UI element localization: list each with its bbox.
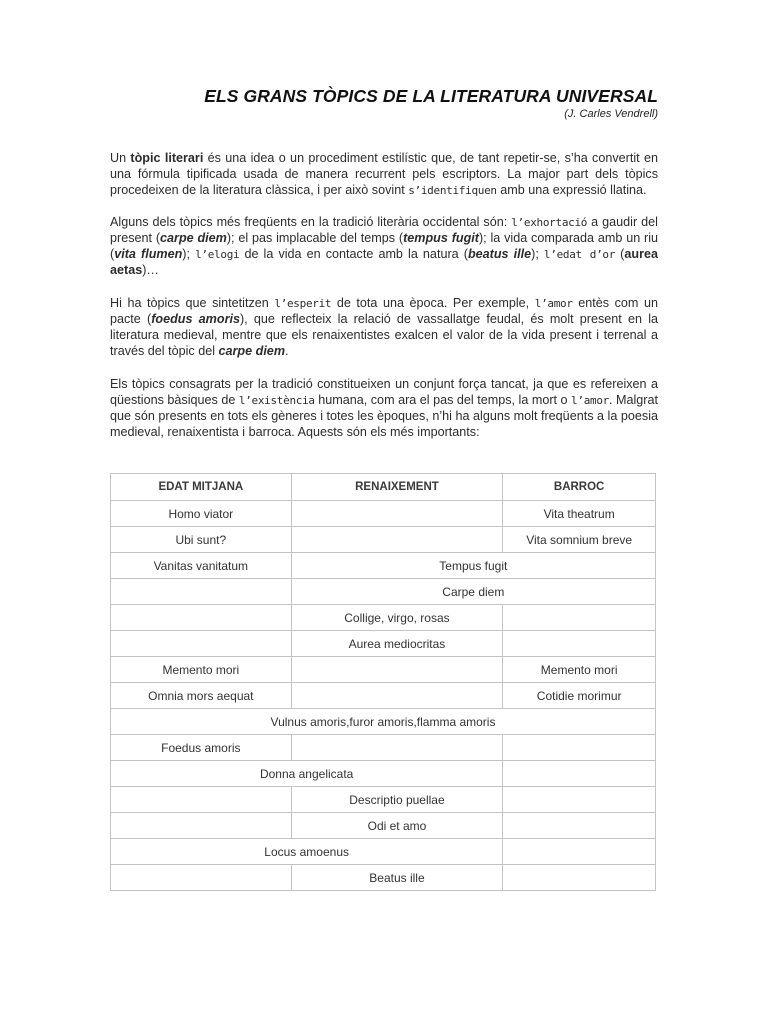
paragraph-frequent-topics xyxy=(110,215,658,279)
text-segment: amb una expressió llatina. xyxy=(496,182,647,197)
bold-term: tòpic literari xyxy=(130,151,204,165)
table-cell xyxy=(503,735,656,761)
table-cell: Descriptio puellae xyxy=(291,787,503,813)
table-cell xyxy=(503,813,656,839)
table-cell: Ubi sunt? xyxy=(111,527,292,553)
latin-term: carpe diem xyxy=(160,230,227,245)
table-cell xyxy=(503,631,656,657)
mono-word: l’existència xyxy=(238,393,315,407)
table-cell xyxy=(291,657,503,683)
table-cell: Memento mori xyxy=(111,657,292,683)
mono-word: l’esperit xyxy=(274,297,332,310)
text-segment: humana, com ara el pas del temps, la mort o xyxy=(314,392,572,407)
table-cell xyxy=(111,787,292,813)
text-segment: ); xyxy=(182,246,196,261)
latin-term: carpe diem xyxy=(218,343,286,358)
mono-word: l’edat d’or xyxy=(543,247,616,261)
table-cell: Beatus ille xyxy=(291,865,503,891)
table-row xyxy=(111,501,656,527)
table-cell: Carpe diem xyxy=(291,579,655,605)
mono-word: s’identifiquen xyxy=(408,183,497,197)
table-cell: Collige, virgo, rosas xyxy=(291,605,503,631)
text-segment: ); la vida comparada amb un riu ( xyxy=(110,230,659,261)
table-header-row xyxy=(111,474,656,501)
text-segment: entès com un pacte ( xyxy=(110,296,658,326)
text-segment: ); el pas implacable del temps ( xyxy=(226,230,404,245)
text-segment: . xyxy=(285,343,289,358)
mono-word: l’exhortació xyxy=(511,216,588,229)
text-segment: Hi ha tòpics que sintetitzen xyxy=(110,296,275,310)
text-segment: ), que reflecteix la relació de vassallatge feudal, és molt present en la literatura medieval, mentre que els renaixentistes exalcen el valor de la vida present i terrenal a través del tòpic del xyxy=(110,311,658,358)
table-cell: Tempus fugit xyxy=(291,553,655,579)
table-cell: Vita theatrum xyxy=(503,501,656,527)
table-cell: Locus amoenus xyxy=(111,839,503,865)
topics-table xyxy=(110,473,656,891)
mono-word: l’amor xyxy=(571,393,609,407)
paragraph-era-topics xyxy=(110,296,658,360)
table-cell xyxy=(291,683,503,709)
table-row xyxy=(111,761,656,787)
text-segment: és una idea o un procediment estilístic que, de tant repetir-se, s’ha convertit en una fórmula tipificada usada de manera recurrent pels escriptors. La major part dels tòpics procedeixen de la literatura clàssica, i per això sovint xyxy=(110,151,658,197)
table-cell xyxy=(503,839,656,865)
table-row xyxy=(111,787,656,813)
column-header-renaixement: RENAIXEMENT xyxy=(291,474,503,501)
text-segment: ( xyxy=(615,246,625,261)
document-title: ELS GRANS TÒPICS DE LA LITERATURA UNIVERSAL xyxy=(204,86,658,106)
document-author: (J. Carles Vendrell) xyxy=(564,108,658,120)
table-row xyxy=(111,605,656,631)
table-cell xyxy=(111,865,292,891)
paragraph-definition xyxy=(110,151,658,199)
table-cell: Omnia mors aequat xyxy=(111,683,292,709)
table-cell: Vanitas vanitatum xyxy=(111,553,292,579)
table-cell xyxy=(503,787,656,813)
text-segment: . Malgrat que són presents en tots els gèneres i totes les èpoques, n’hi ha alguns molt freqüents a la poesia medieval, renaixentista i barroca. Aquests són els més importants: xyxy=(110,392,658,439)
text-segment: de la vida en contacte amb la natura ( xyxy=(239,246,468,261)
text-segment: a gaudir del present ( xyxy=(110,215,658,245)
text-segment: Els tòpics consagrats per la tradició constitueixen un conjunt força tancat, ja que es refereixen a qüestions bàsiques de xyxy=(110,377,658,407)
table-cell xyxy=(111,579,292,605)
table-row xyxy=(111,527,656,553)
table-cell: Vulnus amoris,furor amoris,flamma amoris xyxy=(111,709,656,735)
table-cell xyxy=(291,735,503,761)
table-cell xyxy=(291,527,503,553)
table-cell: Odi et amo xyxy=(291,813,503,839)
table-cell: Cotidie morimur xyxy=(503,683,656,709)
table-cell: Homo viator xyxy=(111,501,292,527)
table-row xyxy=(111,657,656,683)
column-header-edat-mitjana: EDAT MITJANA xyxy=(111,474,292,501)
mono-word: l’amor xyxy=(534,297,573,310)
table-cell: Memento mori xyxy=(503,657,656,683)
table-row xyxy=(111,683,656,709)
table-cell xyxy=(111,605,292,631)
text-segment: )… xyxy=(142,262,160,277)
table-cell: Aurea mediocritas xyxy=(291,631,503,657)
latin-term: foedus amoris xyxy=(151,311,240,326)
text-segment: Un xyxy=(110,151,131,165)
text-segment: ); xyxy=(531,246,544,261)
table-cell xyxy=(111,631,292,657)
table-cell: Foedus amoris xyxy=(111,735,292,761)
table-row xyxy=(111,709,656,735)
table-cell xyxy=(111,813,292,839)
table-cell xyxy=(291,501,503,527)
table-row xyxy=(111,865,656,891)
column-header-barroc: BARROC xyxy=(503,474,656,501)
table-cell: Donna angelicata xyxy=(111,761,503,787)
table-cell xyxy=(503,865,656,891)
table-row xyxy=(111,631,656,657)
latin-term: tempus fugit xyxy=(403,230,479,245)
latin-term: vita flumen xyxy=(114,246,183,261)
mono-word: l’elogi xyxy=(195,247,240,261)
bold-term: aurea aetas xyxy=(110,246,658,277)
table-row xyxy=(111,553,656,579)
table-row xyxy=(111,735,656,761)
latin-term: beatus ille xyxy=(467,246,532,261)
table-row xyxy=(111,839,656,865)
text-segment: de tota una època. Per exemple, xyxy=(331,296,535,310)
table-row xyxy=(111,813,656,839)
table-cell xyxy=(503,761,656,787)
table-row xyxy=(111,579,656,605)
table-cell xyxy=(503,605,656,631)
table-cell: Vita somnium breve xyxy=(503,527,656,553)
paragraph-consecrated-topics xyxy=(110,377,658,441)
text-segment: Alguns dels tòpics més freqüents en la tradició literària occidental són: xyxy=(110,215,512,229)
